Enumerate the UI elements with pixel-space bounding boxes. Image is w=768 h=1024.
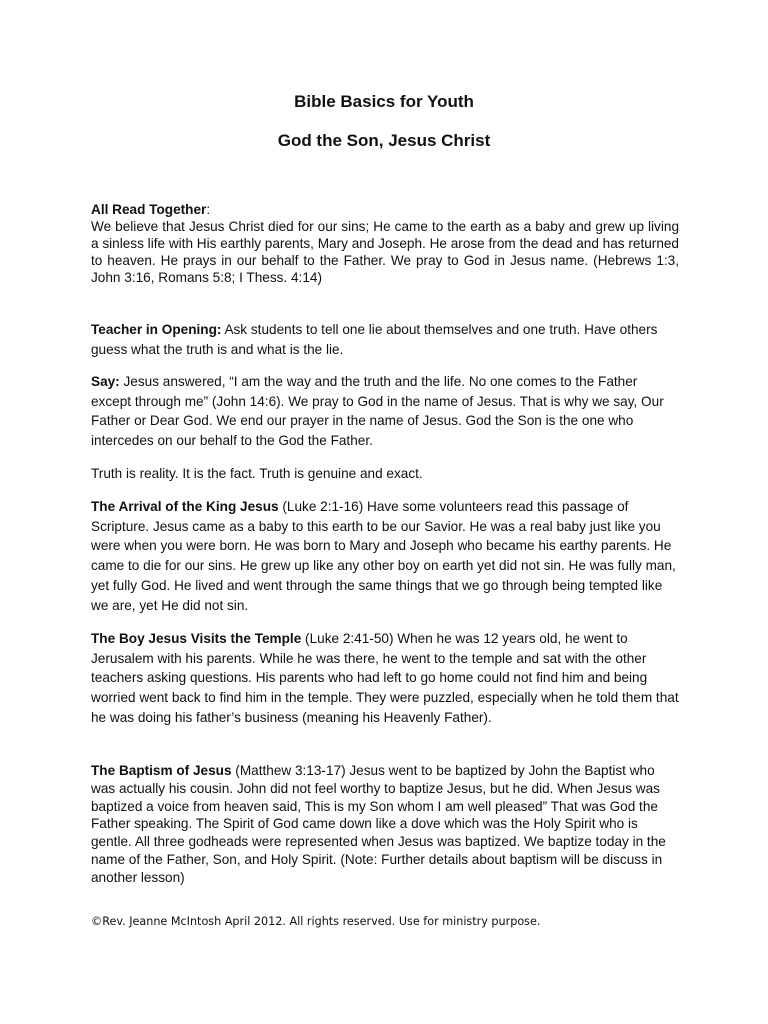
boy-temple-text: (Luke 2:41-50) When he was 12 years old, he went to Jerusalem with his parents. While he was there, he went to the temple and sat with the other teachers asking questions. His parents who had left to go home could not find him and being worried went back to find him in the temple. They were puzzled, especially when he told them that he was doing his father’s business (meaning his Heavenly Father).: [91, 631, 679, 725]
boy-temple-heading: The Boy Jesus Visits the Temple: [91, 631, 302, 646]
truth-paragraph: Truth is reality. It is the fact. Truth is genuine and exact.: [91, 466, 423, 481]
all-read-together-colon: :: [206, 202, 211, 217]
document-subtitle: God the Son, Jesus Christ: [277, 131, 491, 150]
arrival-paragraph: [91, 497, 679, 615]
baptism-heading: The Baptism of Jesus: [91, 763, 232, 778]
teacher-opening-heading: Teacher in Opening:: [91, 322, 222, 337]
baptism-paragraph: [91, 762, 679, 887]
say-paragraph: [91, 372, 679, 451]
document-title: Bible Basics for Youth: [294, 92, 474, 111]
say-heading: Say:: [91, 374, 120, 389]
arrival-text: (Luke 2:1-16) Have some volunteers read this passage of Scripture. Jesus came as a baby to this earth to be our Savior. He was a real baby just like you were when you were born. He was born to Mary and Joseph who became his earthy parents. He came to die for our sins. He grew up like any other boy on earth yet did not sin. He was fully man, yet fully God. He lived and went through the same things that we go through being tempted like we are, yet He did not sin.: [91, 499, 676, 613]
all-read-together-text: We believe that Jesus Christ died for our sins; He came to the earth as a baby and grew up living a sinless life with His earthly parents, Mary and Joseph. He arose from the dead and has returned to heaven. He prays in our behalf to the Father. We pray to God in Jesus name. (Hebrews 1:3, John 3:16, Romans 5:8; I Thess. 4:14): [91, 219, 679, 285]
baptism-text: (Matthew 3:13-17) Jesus went to be baptized by John the Baptist who was actually his cousin. John did not feel worthy to baptize Jesus, but he did. When Jesus was baptized a voice from heaven said, This is my Son whom I am well pleased” That was God the Father speaking. The Spirit of God came down like a dove which was the Holy Spirit who is gentle. All three godheads were represented when Jesus was baptized. We baptize today in the name of the Father, Son, and Holy Spirit. (Note: Further details about baptism will be discuss in another lesson): [91, 763, 666, 885]
all-read-together-paragraph: [91, 201, 679, 286]
arrival-heading: The Arrival of the King Jesus: [91, 499, 279, 514]
boy-temple-paragraph: [91, 629, 679, 728]
say-text: Jesus answered, “I am the way and the truth and the life. No one comes to the Father except through me” (John 14:6). We pray to God in the name of Jesus. That is why we say, Our Father or Dear God. We end our prayer in the name of Jesus. God the Son is the one who intercedes on our behalf to the God the Father.: [91, 374, 664, 449]
copyright-footer: ©Rev. Jeanne McIntosh April 2012. All rights reserved. Use for ministry purpose.: [91, 915, 541, 928]
teacher-opening-text: Ask students to tell one lie about themselves and one truth. Have others guess what the truth is and what is the lie.: [91, 322, 658, 357]
teacher-opening-paragraph: [91, 320, 679, 359]
all-read-together-heading: All Read Together: [91, 202, 207, 217]
